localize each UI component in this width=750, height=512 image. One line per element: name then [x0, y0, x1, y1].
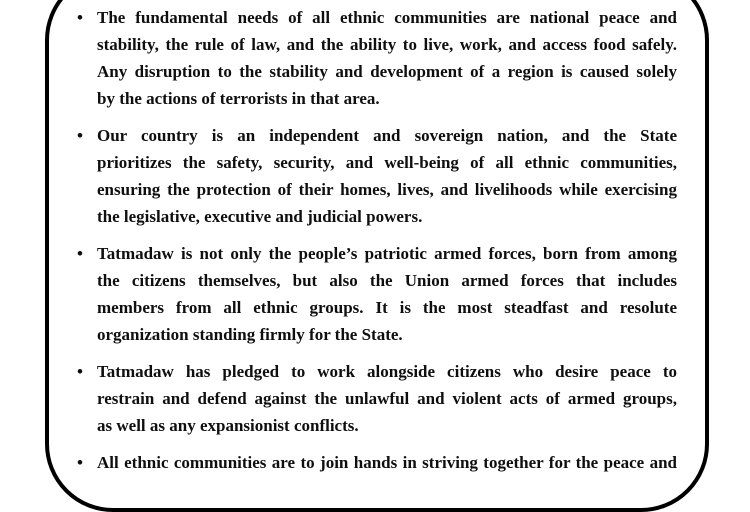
text-line: Any disruption to the stability and development of a region is caused solely	[97, 62, 677, 81]
text-line: All ethnic communities are to join hands in striving together for the peace and	[97, 453, 677, 472]
bullet-marker: •	[77, 244, 83, 263]
text-line: ensuring the protection of their homes, lives, and livelihoods while exercising	[97, 180, 677, 199]
text-line: the citizens themselves, but also the Union armed forces that includes	[97, 271, 677, 290]
bullet-text	[97, 240, 677, 348]
bullet-text	[97, 122, 677, 230]
text-line: Tatmadaw is not only the people’s patriotic armed forces, born from among	[97, 244, 677, 263]
text-line: Our country is an independent and sovereign nation, and the State	[97, 126, 677, 145]
bullet-marker: •	[77, 362, 83, 381]
text-line: restrain and defend against the unlawful and violent acts of armed groups,	[97, 389, 677, 408]
bullet-item	[75, 240, 677, 348]
bullet-text	[97, 4, 677, 112]
bullet-item	[75, 449, 677, 476]
text-line: prioritizes the safety, security, and well-being of all ethnic communities,	[97, 153, 677, 172]
bullet-item	[75, 358, 677, 439]
bullet-marker: •	[77, 453, 83, 472]
text-line: the legislative, executive and judicial powers.	[97, 207, 423, 226]
bullet-text	[97, 358, 677, 439]
bullet-text	[97, 449, 677, 476]
text-line: by the actions of terrorists in that area.	[97, 89, 380, 108]
text-line: Tatmadaw has pledged to work alongside citizens who desire peace to	[97, 362, 677, 381]
text-line: as well as any expansionist conflicts.	[97, 416, 359, 435]
bullet-list	[75, 4, 677, 486]
bullet-marker: •	[77, 8, 83, 27]
text-line: The fundamental needs of all ethnic communities are national peace and	[97, 8, 677, 27]
text-line: members from all ethnic groups. It is the most steadfast and resolute	[97, 298, 677, 317]
bullet-item	[75, 4, 677, 112]
text-line: organization standing firmly for the State.	[97, 325, 403, 344]
bullet-item	[75, 122, 677, 230]
bullet-marker: •	[77, 126, 83, 145]
text-line: stability, the rule of law, and the ability to live, work, and access food safely.	[97, 35, 677, 54]
